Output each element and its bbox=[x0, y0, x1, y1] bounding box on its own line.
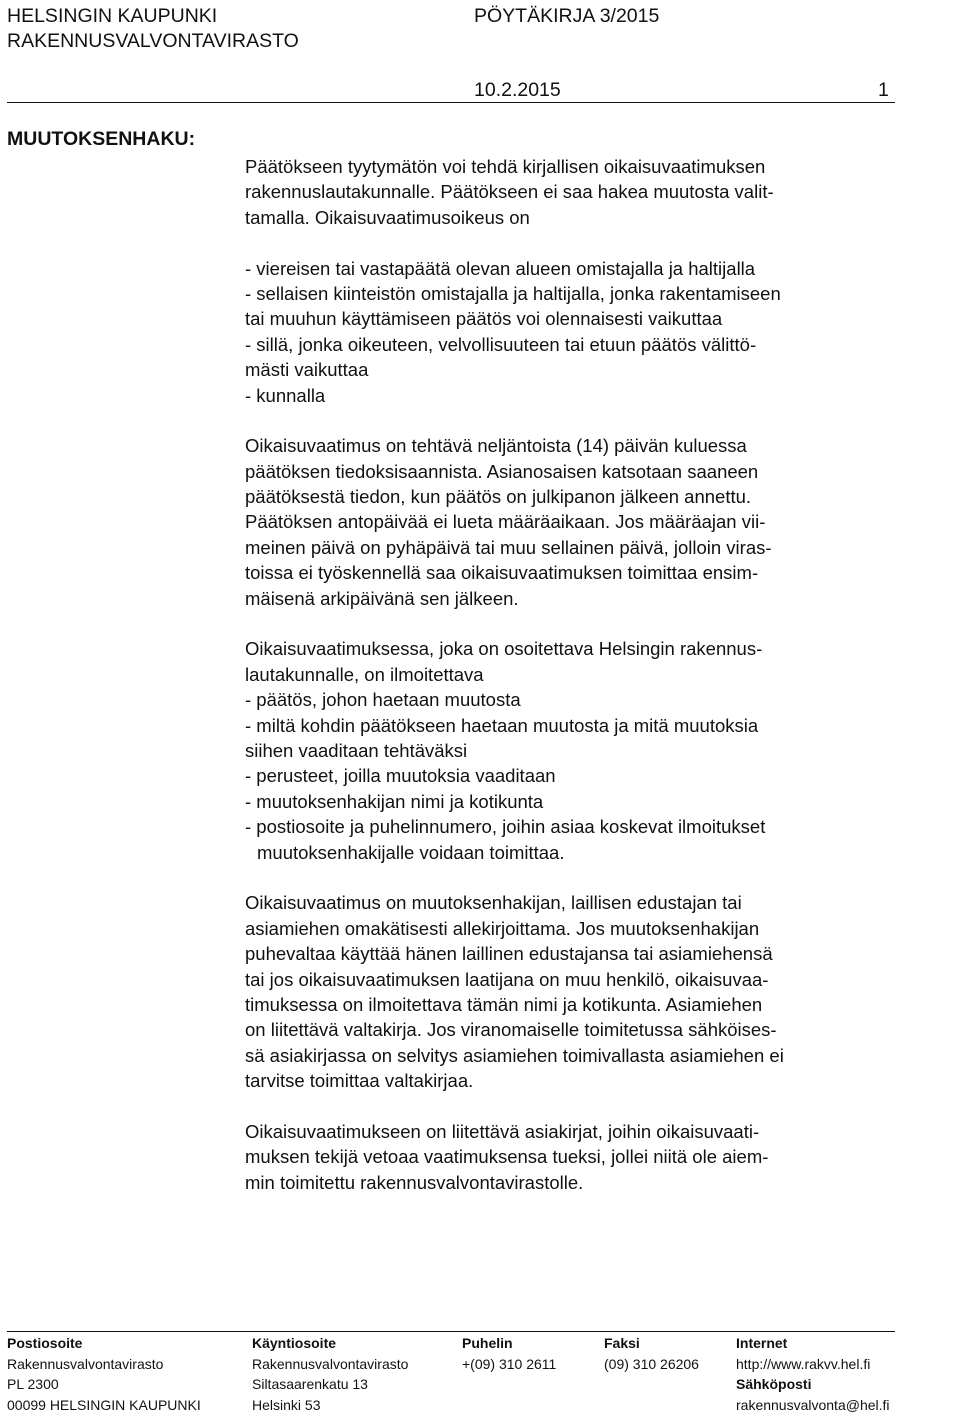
text-line: min toimitettu rakennusvalvontavirastolle. bbox=[245, 1170, 925, 1195]
header-rule bbox=[7, 102, 895, 103]
department-name: RAKENNUSVALVONTAVIRASTO bbox=[7, 29, 299, 53]
footer-line: Helsinki 53 bbox=[252, 1395, 408, 1415]
paragraph-gap bbox=[245, 611, 925, 636]
text-line: Oikaisuvaatimukseen on liitettävä asiakirjat, joihin oikaisuvaati- bbox=[245, 1119, 925, 1144]
text-line: muutoksenhakijalle voidaan toimittaa. bbox=[245, 840, 925, 865]
footer-rule bbox=[7, 1331, 895, 1332]
paragraph-gap bbox=[245, 408, 925, 433]
text-line: mästi vaikuttaa bbox=[245, 357, 925, 382]
text-line: päätöksestä tiedon, kun päätös on julkipanon jälkeen annettu. bbox=[245, 484, 925, 509]
text-line: - viereisen tai vastapäätä olevan alueen omistajalla ja haltijalla bbox=[245, 256, 925, 281]
email-link[interactable]: rakennusvalvonta@hel.fi bbox=[736, 1395, 890, 1415]
footer-heading: Käyntiosoite bbox=[252, 1333, 408, 1354]
text-line: - perusteet, joilla muutoksia vaaditaan bbox=[245, 763, 925, 788]
text-line: sä asiakirjassa on selvitys asiamiehen toimivallasta asiamiehen ei bbox=[245, 1043, 925, 1068]
footer-line: 00099 HELSINGIN KAUPUNKI bbox=[7, 1395, 201, 1415]
text-line: Oikaisuvaatimuksessa, joka on osoitettava Helsingin rakennus- bbox=[245, 636, 925, 661]
text-line: mäisenä arkipäivänä sen jälkeen. bbox=[245, 586, 925, 611]
text-line: - postiosoite ja puhelinnumero, joihin asiaa koskevat ilmoitukset bbox=[245, 814, 925, 839]
text-line: siihen vaaditaan tehtäväksi bbox=[245, 738, 925, 763]
document-title: PÖYTÄKIRJA 3/2015 bbox=[474, 4, 659, 28]
text-line: asiamiehen omakätisesti allekirjoittama. Jos muutoksenhakijan bbox=[245, 916, 925, 941]
text-line: Päätöksen antopäivää ei lueta määräaikaan. Jos määräajan vii- bbox=[245, 509, 925, 534]
text-line: päätöksen tiedoksisaannista. Asianosaisen katsotaan saaneen bbox=[245, 459, 925, 484]
fax-number: (09) 310 26206 bbox=[604, 1354, 699, 1375]
text-line: Päätökseen tyytymätön voi tehdä kirjallisen oikaisuvaatimuksen bbox=[245, 154, 925, 179]
page-number: 1 bbox=[878, 78, 889, 102]
footer-phone bbox=[462, 1333, 556, 1374]
text-line: tai jos oikaisuvaatimuksen laatijana on muu henkilö, oikaisuvaa- bbox=[245, 967, 925, 992]
footer-heading: Puhelin bbox=[462, 1333, 556, 1354]
text-line: - muutoksenhakijan nimi ja kotikunta bbox=[245, 789, 925, 814]
website-link[interactable]: http://www.rakvv.hel.fi bbox=[736, 1354, 890, 1375]
footer-line: Rakennusvalvontavirasto bbox=[252, 1354, 408, 1375]
appeal-instructions bbox=[245, 154, 925, 1195]
text-line: muksen tekijä vetoaa vaatimuksensa tueksi, jollei niitä ole aiem- bbox=[245, 1144, 925, 1169]
document-date: 10.2.2015 bbox=[474, 78, 561, 102]
footer-line: Rakennusvalvontavirasto bbox=[7, 1354, 201, 1375]
text-line: - sillä, jonka oikeuteen, velvollisuuteen tai etuun päätös välittö- bbox=[245, 332, 925, 357]
footer-fax bbox=[604, 1333, 699, 1374]
text-line: lautakunnalle, on ilmoitettava bbox=[245, 662, 925, 687]
phone-number: +(09) 310 2611 bbox=[462, 1354, 556, 1375]
text-line: tai muuhun käyttämiseen päätös voi olennaisesti vaikuttaa bbox=[245, 306, 925, 331]
footer-heading: Sähköposti bbox=[736, 1374, 890, 1395]
org-name: HELSINGIN KAUPUNKI bbox=[7, 4, 217, 28]
text-line: Oikaisuvaatimus on tehtävä neljäntoista (14) päivän kuluessa bbox=[245, 433, 925, 458]
paragraph-gap bbox=[245, 865, 925, 890]
footer-line: Siltasaarenkatu 13 bbox=[252, 1374, 408, 1395]
text-line: meinen päivä on pyhäpäivä tai muu sellainen päivä, jolloin viras- bbox=[245, 535, 925, 560]
footer-heading: Postiosoite bbox=[7, 1333, 201, 1354]
paragraph-gap bbox=[245, 1093, 925, 1118]
text-line: timuksessa on ilmoitettava tämän nimi ja kotikunta. Asiamiehen bbox=[245, 992, 925, 1017]
section-heading: MUUTOKSENHAKU: bbox=[7, 128, 195, 151]
footer-heading: Internet bbox=[736, 1333, 890, 1354]
footer-heading: Faksi bbox=[604, 1333, 699, 1354]
text-line: Oikaisuvaatimus on muutoksenhakijan, laillisen edustajan tai bbox=[245, 890, 925, 915]
text-line: puhevaltaa käyttää hänen laillinen edustajansa tai asiamiehensä bbox=[245, 941, 925, 966]
text-line: rakennuslautakunnalle. Päätökseen ei saa hakea muutosta valit- bbox=[245, 179, 925, 204]
text-line: - sellaisen kiinteistön omistajalla ja haltijalla, jonka rakentamiseen bbox=[245, 281, 925, 306]
text-line: on liitettävä valtakirja. Jos viranomaiselle toimitetussa sähköises- bbox=[245, 1017, 925, 1042]
text-line: tamalla. Oikaisuvaatimusoikeus on bbox=[245, 205, 925, 230]
text-line: - miltä kohdin päätökseen haetaan muutosta ja mitä muutoksia bbox=[245, 713, 925, 738]
text-line: - päätös, johon haetaan muutosta bbox=[245, 687, 925, 712]
text-line: toissa ei työskennellä saa oikaisuvaatimuksen toimittaa ensim- bbox=[245, 560, 925, 585]
paragraph-gap bbox=[245, 230, 925, 255]
footer-line: PL 2300 bbox=[7, 1374, 201, 1395]
text-line: tarvitse toimittaa valtakirjaa. bbox=[245, 1068, 925, 1093]
text-line: - kunnalla bbox=[245, 383, 925, 408]
